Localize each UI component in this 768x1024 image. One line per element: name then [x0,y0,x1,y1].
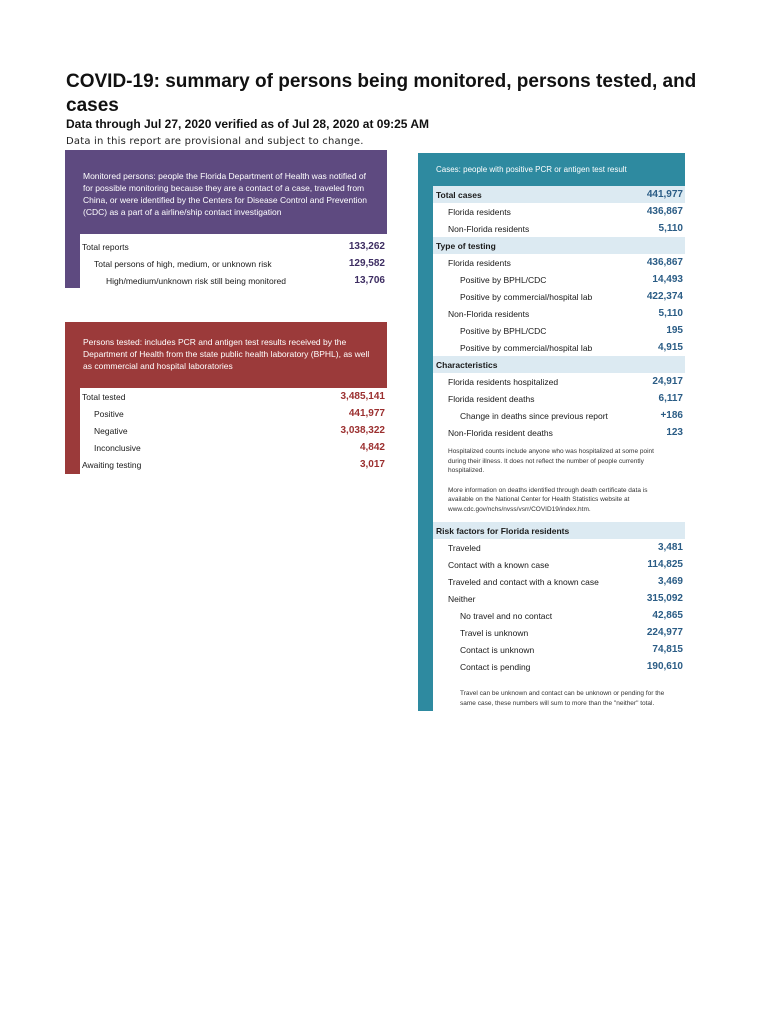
row-label: Non-Florida resident deaths [448,427,553,438]
risk-factors-note: Travel can be unknown and contact can be unknown or pending for the same case, these numbers will sum to more than the "neither" total. [460,690,665,707]
data-through-date: Data through Jul 27, 2020 verified as of Jul 28, 2020 at 09:25 AM [66,117,430,131]
monitored-persons-section [65,150,387,289]
row-label: Positive by BPHL/CDC [460,325,547,336]
section-label: Characteristics [436,359,498,370]
row-value: 224,977 [646,627,683,638]
monitored-table [65,234,387,289]
row-value: 195 [666,325,683,336]
row-label: Neither [448,593,476,604]
row-label: Total persons of high, medium, or unknown risk [94,258,272,269]
row-label: Traveled [448,542,481,553]
table-row [433,658,685,675]
row-label: High/medium/unknown risk still being monitored [106,275,286,286]
cases-section [418,153,685,711]
table-row [433,556,685,573]
table-row [433,288,685,305]
row-value: 4,915 [657,342,683,353]
table-row [433,539,685,556]
row-label: Contact is pending [460,661,531,672]
table-row [433,607,685,624]
row-label: Negative [94,425,128,436]
table-row [433,407,685,424]
row-label: Positive [94,408,124,419]
section-heading [433,356,685,373]
row-value: 3,017 [359,459,385,470]
row-label: Total tested [82,391,126,402]
row-label: Positive by commercial/hospital lab [460,342,593,353]
table-row [433,305,685,322]
row-label: Total cases [436,189,482,200]
section-heading [433,522,685,539]
deaths-info-note: More information on deaths identified through death certificate data is available on the National Center for Health Statistics website at www.cdc.gov/nchs/nvss/vsrr/COVID19/index.htm. [448,486,648,513]
tested-header: Persons tested: includes PCR and antigen test results received by the Department of Health from the state public health laboratory (BPHL), as well as commercial and hospital laboratories [65,322,387,388]
row-value: 14,493 [652,274,683,285]
table-row [65,422,387,439]
table-row [65,272,387,289]
row-value: 436,867 [646,257,683,268]
section-label: Type of testing [436,240,496,251]
row-value: 441,977 [348,408,385,419]
row-value: +186 [660,410,683,421]
row-value: 42,865 [652,610,683,621]
table-row [433,339,685,356]
row-value: 5,110 [658,223,683,234]
row-label: Positive by commercial/hospital lab [460,291,593,302]
table-row [433,254,685,271]
row-value: 190,610 [646,661,683,672]
table-row [65,405,387,422]
table-row [433,424,685,441]
row-label: Change in deaths since previous report [460,410,608,421]
row-value: 24,917 [652,376,683,387]
row-value: 114,825 [647,559,683,570]
row-label: Inconclusive [94,442,141,453]
table-row [433,271,685,288]
table-row [433,641,685,658]
row-label: Florida residents [448,257,511,268]
table-row [433,390,685,407]
row-value: 3,481 [657,542,683,553]
tested-table [65,388,387,473]
row-value: 315,092 [646,593,683,604]
table-row [65,439,387,456]
row-label: Florida residents hospitalized [448,376,559,387]
table-row [65,456,387,473]
row-label: No travel and no contact [460,610,553,621]
table-row [433,220,685,237]
row-value: 422,374 [646,291,683,302]
row-label: Total reports [82,241,129,252]
row-label: Contact is unknown [460,644,535,655]
row-value: 13,706 [354,275,385,286]
provisional-note: Data in this report are provisional and subject to change. [66,136,364,147]
row-label: Awaiting testing [82,459,142,470]
row-value: 3,469 [657,576,683,587]
row-label: Florida residents [448,206,511,217]
page-title: COVID-19: summary of persons being monitored, persons tested, and cases [66,71,697,116]
row-value: 3,038,322 [340,425,385,436]
row-value: 4,842 [359,442,385,453]
hospitalized-note: Hospitalized counts include anyone who was hospitalized at some point during their illness. It does not reflect the number of people currently hospitalized. [448,448,654,474]
section-label: Risk factors for Florida residents [436,525,570,536]
row-value: 6,117 [658,393,683,404]
table-row [433,590,685,607]
table-row [433,322,685,339]
row-label: Non-Florida residents [448,308,530,319]
row-value: 5,110 [658,308,683,319]
table-row [433,186,685,203]
row-value: 133,262 [348,241,385,252]
row-label: Florida resident deaths [448,393,535,404]
row-label: Non-Florida residents [448,223,530,234]
monitored-header: Monitored persons: people the Florida Department of Health was notified of for possible monitoring because they are a contact of a case, traveled from China, or were identified by the Centers for Disease Control and Prevention (CDC) as a part of a airline/ship contact investigation [65,150,387,234]
table-row [433,624,685,641]
row-value: 129,582 [348,258,385,269]
persons-tested-section [65,322,387,473]
row-value: 441,977 [646,189,683,200]
row-label: Travel is unknown [460,627,529,638]
row-value: 74,815 [652,644,683,655]
row-label: Positive by BPHL/CDC [460,274,547,285]
table-row [433,203,685,220]
row-label: Contact with a known case [448,559,550,570]
table-row [65,388,387,405]
row-value: 436,867 [646,206,683,217]
row-value: 123 [666,427,683,438]
row-label: Traveled and contact with a known case [448,576,599,587]
section-heading [433,237,685,254]
table-row [433,373,685,390]
row-value: 3,485,141 [340,391,385,402]
table-row [433,573,685,590]
table-row [65,238,387,255]
cases-header: Cases: people with positive PCR or antigen test result [418,153,685,186]
table-row [65,255,387,272]
